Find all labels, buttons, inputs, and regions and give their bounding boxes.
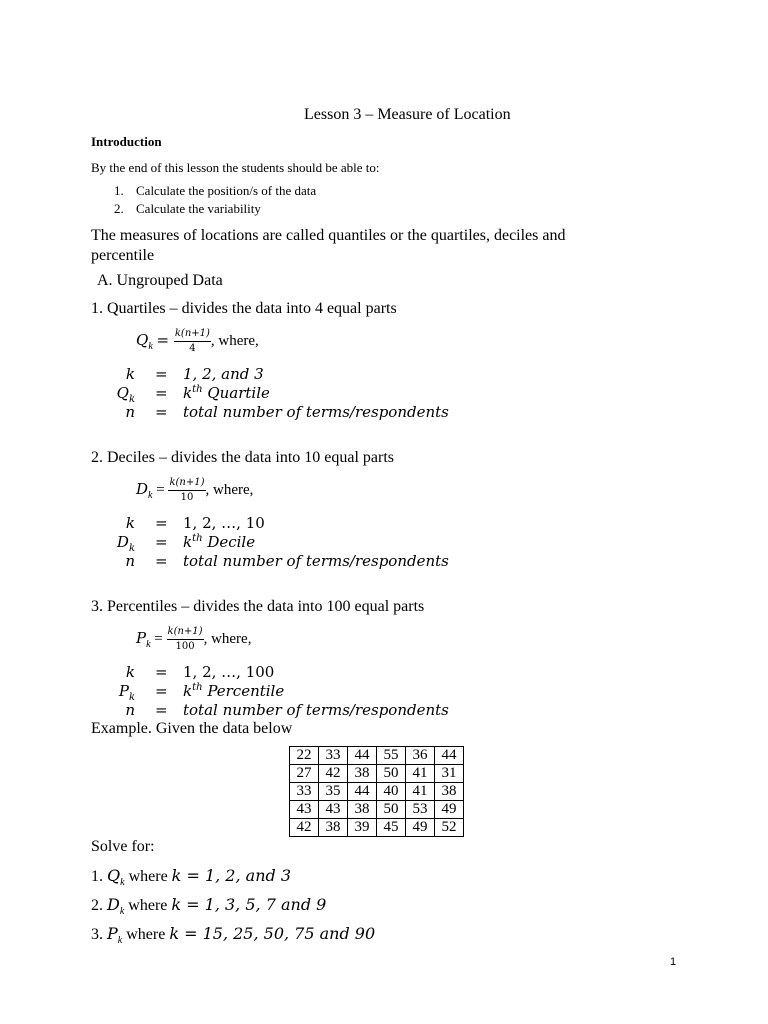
objective-1 — [114, 183, 317, 199]
decile-formula: $D_k$ = $\frac{k(n+1)}{10}$ , where, — [136, 477, 254, 503]
table-cell: 41 — [406, 783, 435, 801]
deciles-heading: 2. Deciles – divides the data into 10 equal parts — [91, 449, 395, 466]
objective-number: 2. — [114, 201, 124, 216]
table-cell: 42 — [319, 765, 348, 783]
table-cell: 43 — [319, 801, 348, 819]
task-1: 1. $Q_k$ where k = 1, 2, and 3 — [91, 866, 291, 888]
table-cell: 22 — [290, 747, 319, 765]
table-cell: 40 — [377, 783, 406, 801]
formula-fraction: $\frac{k(n+1)}{10}$ — [169, 477, 205, 503]
table-cell: 53 — [406, 801, 435, 819]
table-cell: 44 — [348, 747, 377, 765]
solve-for: Solve for: — [91, 838, 155, 855]
formula-fraction: $\frac{k(n+1)}{100}$ — [167, 626, 203, 652]
objective-text: Calculate the variability — [136, 201, 261, 216]
table-cell: 36 — [406, 747, 435, 765]
formula-symbol: Q — [136, 330, 149, 349]
table-cell: 38 — [348, 801, 377, 819]
table-cell: 33 — [319, 747, 348, 765]
table-cell: 45 — [377, 819, 406, 837]
page-number: 1 — [670, 956, 677, 968]
page-title: Lesson 3 – Measure of Location — [304, 106, 511, 123]
table-cell: 49 — [435, 801, 464, 819]
quartile-formula: $Q_k$ = $\frac{k(n+1)}{4}$ , where, — [136, 328, 259, 354]
table-row — [290, 783, 464, 801]
quartiles-heading: 1. Quartiles – divides the data into 4 equal parts — [91, 300, 397, 317]
table-cell: 49 — [406, 819, 435, 837]
formula-fraction: $\frac{k(n+1)}{4}$ — [174, 328, 210, 354]
table-cell: 43 — [290, 801, 319, 819]
objective-2 — [114, 201, 261, 217]
table-cell: 41 — [406, 765, 435, 783]
table-cell: 38 — [435, 783, 464, 801]
table-cell: 39 — [348, 819, 377, 837]
table-row — [290, 819, 464, 837]
intro-heading: Introduction — [91, 134, 162, 149]
table-row — [290, 747, 464, 765]
table-row — [290, 765, 464, 783]
table-cell: 52 — [435, 819, 464, 837]
table-row — [290, 801, 464, 819]
example-text: Example. Given the data below — [91, 720, 293, 737]
table-cell: 31 — [435, 765, 464, 783]
data-table — [289, 746, 464, 837]
intro-text: By the end of this lesson the students should be able to: — [91, 160, 380, 175]
percentiles-heading: 3. Percentiles – divides the data into 100 equal parts — [91, 598, 425, 615]
formula-where: , where, — [210, 332, 259, 349]
table-cell: 44 — [435, 747, 464, 765]
task-2: 2. $D_k$ where k = 1, 3, 5, 7 and 9 — [91, 895, 327, 917]
percentile-formula: $P_k$ = $\frac{k(n+1)}{100}$ , where, — [136, 626, 252, 652]
table-cell: 33 — [290, 783, 319, 801]
objective-text: Calculate the position/s of the data — [136, 183, 317, 198]
task-3: 3. $P_k$ where k = 15, 25, 50, 75 and 90 — [91, 924, 376, 946]
table-cell: 42 — [290, 819, 319, 837]
table-cell: 55 — [377, 747, 406, 765]
table-cell: 50 — [377, 801, 406, 819]
table-cell: 44 — [348, 783, 377, 801]
table-cell: 38 — [348, 765, 377, 783]
section-a-heading: A. Ungrouped Data — [97, 272, 223, 289]
objective-number: 1. — [114, 183, 124, 198]
table-cell: 27 — [290, 765, 319, 783]
table-cell: 38 — [319, 819, 348, 837]
measures-paragraph: The measures of locations are called quantiles or the quartiles, deciles and percentile — [91, 227, 566, 264]
formula-subscript: k — [148, 340, 153, 352]
table-cell: 50 — [377, 765, 406, 783]
table-cell: 35 — [319, 783, 348, 801]
